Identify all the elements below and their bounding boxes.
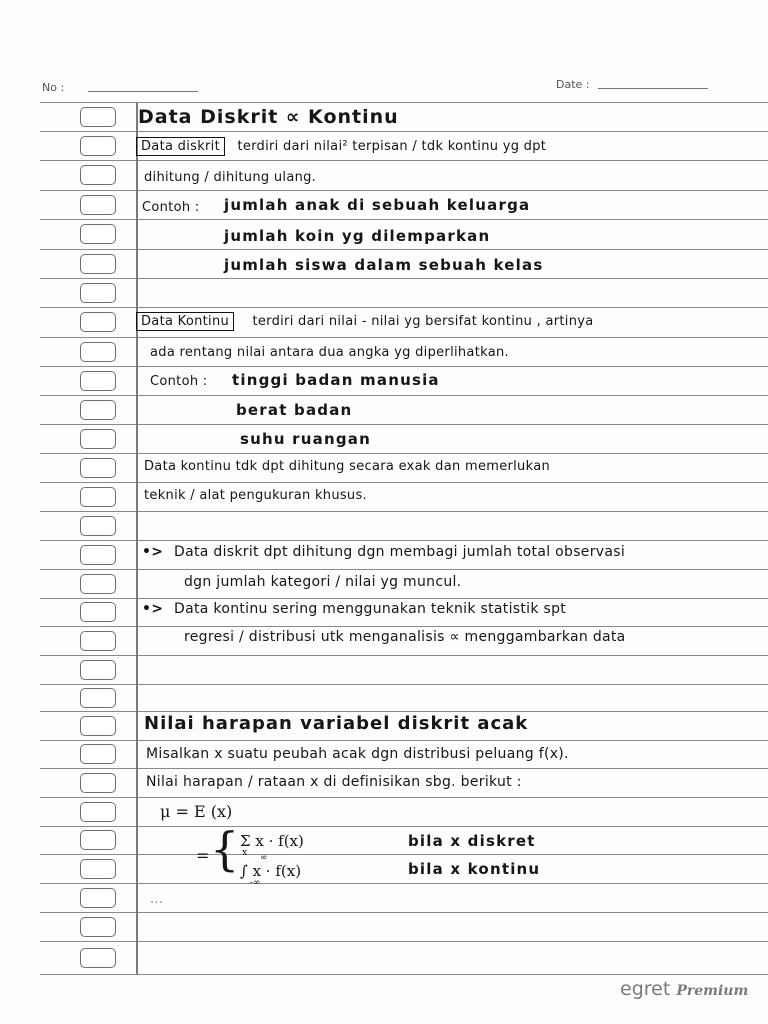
example-kontinu-3: suhu ruangan [240, 430, 372, 448]
row-checkbox[interactable] [80, 312, 116, 332]
example-kontinu-2: berat badan [236, 401, 353, 419]
row-checkbox[interactable] [80, 458, 116, 478]
ruled-line [40, 711, 768, 712]
line-kontinu-def-2: ada rentang nilai antara dua angka yg diperlihatkan. [150, 345, 509, 360]
ruled-line [40, 854, 768, 855]
section-title-diskrit-kontinu: Data Diskrit ∝ Kontinu [138, 106, 399, 128]
bullet-2 [142, 601, 566, 617]
example-diskrit-2: jumlah koin yg dilemparkan [224, 227, 491, 245]
row-checkbox[interactable] [80, 660, 116, 680]
row-checkbox[interactable] [80, 283, 116, 303]
row-checkbox[interactable] [80, 107, 116, 127]
row-checkbox[interactable] [80, 516, 116, 536]
page-header [0, 78, 768, 98]
row-checkbox[interactable] [80, 859, 116, 879]
ruled-line [40, 768, 768, 769]
ruled-line [40, 337, 768, 338]
section-title-nilai-harapan: Nilai harapan variabel diskrit acak [144, 713, 529, 734]
integral-lower-bound: -∞ [250, 878, 261, 888]
line-kontinu-def-1 [136, 314, 594, 329]
ruled-line [40, 598, 768, 599]
row-checkbox[interactable] [80, 545, 116, 565]
ruled-line [40, 102, 768, 103]
ruled-line [40, 912, 768, 913]
row-checkbox[interactable] [80, 342, 116, 362]
example-kontinu-1: tinggi badan manusia [232, 371, 440, 389]
kontinu-note-2: teknik / alat pengukuran khusus. [144, 488, 367, 503]
ruled-line [40, 540, 768, 541]
diskrit-def-text: terdiri dari nilai² terpisan / tdk kontinu yg dpt [237, 139, 547, 154]
row-checkbox[interactable] [80, 429, 116, 449]
row-checkbox[interactable] [80, 195, 116, 215]
ruled-line [40, 740, 768, 741]
ruled-line [40, 219, 768, 220]
row-checkbox[interactable] [80, 371, 116, 391]
case-discrete-expression: Σ x · f(x) [240, 832, 304, 850]
ruled-line [40, 826, 768, 827]
line-diskrit-def-2: dihitung / dihitung ulang. [144, 170, 317, 185]
bullet-marker-1: •> [142, 544, 164, 560]
ruled-line [40, 569, 768, 570]
row-checkbox[interactable] [80, 136, 116, 156]
bullet-2-cont: regresi / distribusi utk menganalisis ∝ menggambarkan data [184, 629, 626, 645]
ruled-line [40, 131, 768, 132]
ruled-line [40, 190, 768, 191]
example-diskrit-3: jumlah siswa dalam sebuah kelas [224, 256, 544, 274]
ruled-line [40, 941, 768, 942]
ruled-line [40, 797, 768, 798]
row-checkbox[interactable] [80, 802, 116, 822]
case-discrete-condition: bila x diskret [408, 832, 536, 850]
nilai-harapan-line-1: Misalkan x suatu peubah acak dgn distribusi peluang f(x). [146, 746, 569, 762]
boxed-term-kontinu: Data Kontinu [136, 312, 234, 331]
kontinu-def-text: terdiri dari nilai - nilai yg bersifat kontinu , artinya [252, 314, 594, 329]
case-continuous-condition: bila x kontinu [408, 860, 541, 878]
ruled-line [40, 160, 768, 161]
brand-watermark [620, 978, 748, 1000]
ruled-line [40, 974, 768, 975]
ruled-line [40, 626, 768, 627]
row-checkbox[interactable] [80, 165, 116, 185]
contoh-label-2: Contoh : [150, 374, 208, 389]
mu-equation: μ = E (x) [160, 802, 233, 821]
ruled-line [40, 883, 768, 884]
margin-line [136, 103, 138, 975]
row-checkbox[interactable] [80, 744, 116, 764]
ruled-line [40, 424, 768, 425]
bullet-1-cont: dgn jumlah kategori / nilai yg muncul. [184, 574, 462, 590]
row-checkbox[interactable] [80, 773, 116, 793]
ruled-line [40, 684, 768, 685]
case-discrete-subscript: x [242, 848, 248, 858]
ruled-line [40, 249, 768, 250]
row-checkbox[interactable] [80, 574, 116, 594]
brand-name: egret [620, 978, 671, 1000]
example-diskrit-1: jumlah anak di sebuah keluarga [224, 196, 531, 214]
row-checkbox[interactable] [80, 830, 116, 850]
ruled-line [40, 453, 768, 454]
row-checkbox[interactable] [80, 224, 116, 244]
date-label: Date : [556, 78, 590, 91]
bullet-1-text: Data diskrit dpt dihitung dgn membagi jumlah total observasi [174, 544, 626, 560]
row-checkbox[interactable] [80, 254, 116, 274]
ruled-line [40, 278, 768, 279]
boxed-term-diskrit: Data diskrit [136, 137, 225, 156]
row-checkbox[interactable] [80, 688, 116, 708]
row-checkbox[interactable] [80, 602, 116, 622]
case-continuous-expression: ∫ x · f(x) [240, 862, 302, 880]
curly-brace-icon: { [210, 822, 240, 876]
row-checkbox[interactable] [80, 631, 116, 651]
no-field-line [88, 91, 198, 92]
bullet-2-text: Data kontinu sering menggunakan teknik statistik spt [174, 601, 567, 617]
bullet-1 [142, 544, 625, 560]
nilai-harapan-line-2: Nilai harapan / rataan x di definisikan sbg. berikut : [146, 774, 522, 790]
ruled-line [40, 511, 768, 512]
bullet-marker-2: •> [142, 601, 164, 617]
ruled-line [40, 482, 768, 483]
date-field-line [598, 88, 708, 89]
line-diskrit-def-1 [136, 139, 546, 154]
ruled-line [40, 307, 768, 308]
trailing-dots: ... [150, 892, 164, 907]
row-checkbox[interactable] [80, 917, 116, 937]
equals-sign: = [196, 846, 210, 865]
ruled-line [40, 655, 768, 656]
integral-upper-bound: ∞ [260, 853, 268, 863]
row-checkbox[interactable] [80, 487, 116, 507]
row-checkbox[interactable] [80, 888, 116, 908]
brand-tier: Premium [676, 983, 749, 999]
ruled-line [40, 366, 768, 367]
row-checkbox[interactable] [80, 400, 116, 420]
row-checkbox[interactable] [80, 948, 116, 968]
kontinu-note-1: Data kontinu tdk dpt dihitung secara exak dan memerlukan [144, 459, 550, 474]
no-label: No : [42, 81, 65, 94]
ruled-line [40, 395, 768, 396]
contoh-label-1: Contoh : [142, 200, 200, 215]
row-checkbox[interactable] [80, 716, 116, 736]
